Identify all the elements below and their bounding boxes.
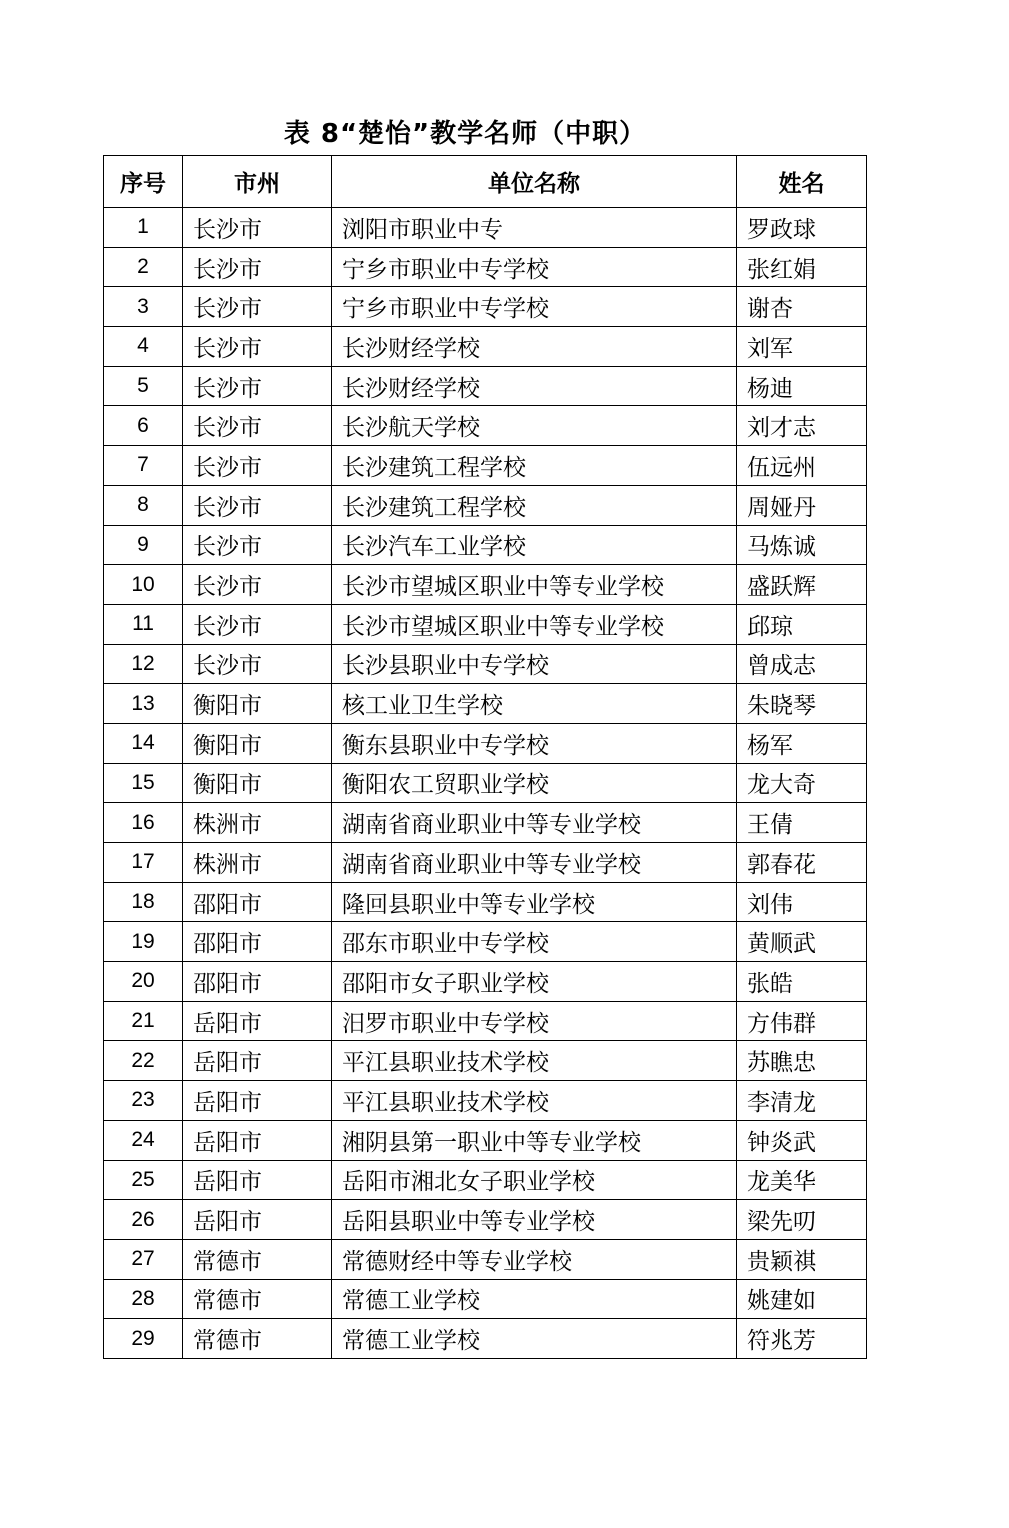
table-row <box>104 1200 867 1240</box>
cell-city: 邵阳市 <box>183 962 332 1002</box>
cell-teacher-name: 盛跃辉 <box>737 565 867 605</box>
cell-index: 17 <box>104 843 183 883</box>
cell-teacher-name: 张红娟 <box>737 247 867 287</box>
cell-city: 长沙市 <box>183 366 332 406</box>
cell-teacher-name: 谢杏 <box>737 287 867 327</box>
cell-city: 长沙市 <box>183 406 332 446</box>
cell-index: 3 <box>104 287 183 327</box>
table-row <box>104 485 867 525</box>
cell-index: 7 <box>104 446 183 486</box>
cell-teacher-name: 贵颖祺 <box>737 1239 867 1279</box>
cell-unit: 平江县职业技术学校 <box>332 1041 737 1081</box>
table-row <box>104 1001 867 1041</box>
cell-teacher-name: 方伟群 <box>737 1001 867 1041</box>
table-row <box>104 604 867 644</box>
cell-index: 23 <box>104 1081 183 1121</box>
table-row <box>104 684 867 724</box>
cell-city: 株洲市 <box>183 803 332 843</box>
cell-city: 长沙市 <box>183 525 332 565</box>
cell-city: 长沙市 <box>183 208 332 248</box>
cell-teacher-name: 黄顺武 <box>737 922 867 962</box>
table-row <box>104 1279 867 1319</box>
cell-unit: 湘阴县第一职业中等专业学校 <box>332 1120 737 1160</box>
cell-city: 衡阳市 <box>183 763 332 803</box>
cell-city: 长沙市 <box>183 287 332 327</box>
table-row <box>104 803 867 843</box>
cell-teacher-name: 张皓 <box>737 962 867 1002</box>
cell-unit: 隆回县职业中等专业学校 <box>332 882 737 922</box>
table-row <box>104 1120 867 1160</box>
table-row <box>104 446 867 486</box>
table-row <box>104 962 867 1002</box>
cell-unit: 长沙财经学校 <box>332 327 737 367</box>
cell-city: 岳阳市 <box>183 1120 332 1160</box>
table-row <box>104 644 867 684</box>
table-row <box>104 763 867 803</box>
cell-city: 长沙市 <box>183 247 332 287</box>
cell-unit: 平江县职业技术学校 <box>332 1081 737 1121</box>
cell-teacher-name: 姚建如 <box>737 1279 867 1319</box>
cell-city: 长沙市 <box>183 327 332 367</box>
cell-city: 岳阳市 <box>183 1081 332 1121</box>
cell-teacher-name: 龙美华 <box>737 1160 867 1200</box>
table-row <box>104 366 867 406</box>
cell-city: 邵阳市 <box>183 882 332 922</box>
cell-teacher-name: 王倩 <box>737 803 867 843</box>
cell-city: 岳阳市 <box>183 1041 332 1081</box>
cell-teacher-name: 朱晓琴 <box>737 684 867 724</box>
table-row <box>104 208 867 248</box>
cell-index: 16 <box>104 803 183 843</box>
cell-unit: 核工业卫生学校 <box>332 684 737 724</box>
cell-unit: 湖南省商业职业中等专业学校 <box>332 843 737 883</box>
cell-index: 2 <box>104 247 183 287</box>
cell-index: 5 <box>104 366 183 406</box>
table-body <box>104 208 867 1359</box>
header-name: 姓名 <box>737 156 867 208</box>
cell-teacher-name: 李清龙 <box>737 1081 867 1121</box>
cell-index: 29 <box>104 1319 183 1359</box>
cell-index: 21 <box>104 1001 183 1041</box>
cell-teacher-name: 龙大奇 <box>737 763 867 803</box>
cell-unit: 湖南省商业职业中等专业学校 <box>332 803 737 843</box>
cell-city: 长沙市 <box>183 604 332 644</box>
cell-teacher-name: 梁先叨 <box>737 1200 867 1240</box>
table-row <box>104 327 867 367</box>
cell-index: 10 <box>104 565 183 605</box>
table-row <box>104 1160 867 1200</box>
cell-teacher-name: 刘伟 <box>737 882 867 922</box>
table-row <box>104 1081 867 1121</box>
cell-city: 株洲市 <box>183 843 332 883</box>
cell-index: 13 <box>104 684 183 724</box>
cell-index: 24 <box>104 1120 183 1160</box>
cell-unit: 长沙市望城区职业中等专业学校 <box>332 604 737 644</box>
table-row <box>104 1239 867 1279</box>
cell-teacher-name: 刘才志 <box>737 406 867 446</box>
table-row <box>104 723 867 763</box>
table-row <box>104 843 867 883</box>
cell-unit: 长沙建筑工程学校 <box>332 446 737 486</box>
cell-index: 28 <box>104 1279 183 1319</box>
header-unit: 单位名称 <box>332 156 737 208</box>
table-row <box>104 1041 867 1081</box>
cell-teacher-name: 马炼诚 <box>737 525 867 565</box>
cell-index: 8 <box>104 485 183 525</box>
table-row <box>104 287 867 327</box>
cell-unit: 长沙建筑工程学校 <box>332 485 737 525</box>
cell-city: 岳阳市 <box>183 1001 332 1041</box>
cell-unit: 衡阳农工贸职业学校 <box>332 763 737 803</box>
cell-teacher-name: 杨迪 <box>737 366 867 406</box>
cell-unit: 邵阳市女子职业学校 <box>332 962 737 1002</box>
cell-index: 22 <box>104 1041 183 1081</box>
cell-unit: 常德工业学校 <box>332 1279 737 1319</box>
cell-city: 长沙市 <box>183 485 332 525</box>
cell-unit: 长沙财经学校 <box>332 366 737 406</box>
cell-city: 邵阳市 <box>183 922 332 962</box>
cell-city: 岳阳市 <box>183 1200 332 1240</box>
cell-teacher-name: 周娅丹 <box>737 485 867 525</box>
cell-index: 11 <box>104 604 183 644</box>
cell-unit: 长沙汽车工业学校 <box>332 525 737 565</box>
cell-index: 18 <box>104 882 183 922</box>
cell-teacher-name: 苏瞧忠 <box>737 1041 867 1081</box>
cell-index: 6 <box>104 406 183 446</box>
cell-unit: 邵东市职业中专学校 <box>332 922 737 962</box>
cell-city: 长沙市 <box>183 565 332 605</box>
cell-unit: 衡东县职业中专学校 <box>332 723 737 763</box>
cell-teacher-name: 伍远州 <box>737 446 867 486</box>
cell-teacher-name: 曾成志 <box>737 644 867 684</box>
cell-unit: 岳阳市湘北女子职业学校 <box>332 1160 737 1200</box>
table-row <box>104 922 867 962</box>
cell-index: 19 <box>104 922 183 962</box>
cell-city: 岳阳市 <box>183 1160 332 1200</box>
header-index: 序号 <box>104 156 183 208</box>
cell-city: 衡阳市 <box>183 684 332 724</box>
cell-unit: 岳阳县职业中等专业学校 <box>332 1200 737 1240</box>
cell-teacher-name: 罗政球 <box>737 208 867 248</box>
cell-unit: 长沙县职业中专学校 <box>332 644 737 684</box>
cell-teacher-name: 刘军 <box>737 327 867 367</box>
cell-unit: 长沙市望城区职业中等专业学校 <box>332 565 737 605</box>
table-row <box>104 525 867 565</box>
table-row <box>104 882 867 922</box>
cell-teacher-name: 邱琼 <box>737 604 867 644</box>
table-row <box>104 565 867 605</box>
cell-index: 15 <box>104 763 183 803</box>
cell-unit: 浏阳市职业中专 <box>332 208 737 248</box>
cell-city: 衡阳市 <box>183 723 332 763</box>
cell-unit: 宁乡市职业中专学校 <box>332 247 737 287</box>
header-city: 市州 <box>183 156 332 208</box>
table-title: 表 8“楚怡”教学名师（中职） <box>283 119 647 149</box>
table-header <box>104 156 867 208</box>
table-row <box>104 247 867 287</box>
table-row <box>104 406 867 446</box>
cell-city: 常德市 <box>183 1279 332 1319</box>
cell-index: 1 <box>104 208 183 248</box>
cell-unit: 常德财经中等专业学校 <box>332 1239 737 1279</box>
cell-teacher-name: 钟炎武 <box>737 1120 867 1160</box>
cell-index: 25 <box>104 1160 183 1200</box>
cell-unit: 宁乡市职业中专学校 <box>332 287 737 327</box>
cell-city: 常德市 <box>183 1319 332 1359</box>
header-row <box>104 156 867 208</box>
cell-unit: 常德工业学校 <box>332 1319 737 1359</box>
cell-index: 27 <box>104 1239 183 1279</box>
cell-city: 常德市 <box>183 1239 332 1279</box>
table-row <box>104 1319 867 1359</box>
teacher-table <box>103 155 867 1359</box>
cell-index: 20 <box>104 962 183 1002</box>
cell-teacher-name: 杨军 <box>737 723 867 763</box>
cell-index: 4 <box>104 327 183 367</box>
cell-unit: 汨罗市职业中专学校 <box>332 1001 737 1041</box>
cell-teacher-name: 郭春花 <box>737 843 867 883</box>
cell-index: 14 <box>104 723 183 763</box>
cell-index: 12 <box>104 644 183 684</box>
cell-unit: 长沙航天学校 <box>332 406 737 446</box>
cell-teacher-name: 符兆芳 <box>737 1319 867 1359</box>
cell-city: 长沙市 <box>183 446 332 486</box>
cell-city: 长沙市 <box>183 644 332 684</box>
cell-index: 9 <box>104 525 183 565</box>
cell-index: 26 <box>104 1200 183 1240</box>
